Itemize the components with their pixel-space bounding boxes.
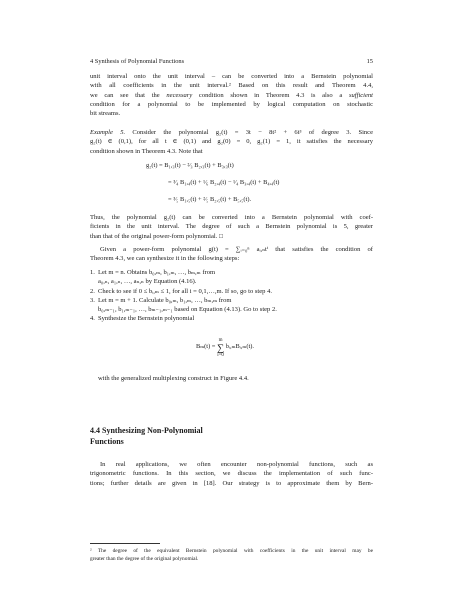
text-line: g₂(t) ∈ (0,1), for all t ∈ (0,1) and g₂(0) = 0, g₂(1) = 1, it satisfies the necessary <box>90 138 373 146</box>
text-line: Given a power-form polynomial g(t) = ∑ᵢ₌₀ⁿ aᵢ,ₙtⁱ that satisfies the condition of <box>100 246 373 253</box>
header-chapter-title: 4 Synthesis of Polynomial Functions <box>90 58 185 65</box>
paragraph-non-polynomial <box>90 460 373 488</box>
running-header <box>90 58 373 65</box>
paragraph-multiplexing <box>90 374 373 383</box>
list-item: 2. Check to see if 0 ≤ bᵢ,ₘ ≤ 1, for all i = 0,1,…,m. If so, go to step 4. <box>90 287 272 295</box>
text-line: condition for a polynomial to be implemented by logical computation on stochastic <box>90 100 373 108</box>
text-line: condition shown in Theorem 4.3. Note that <box>90 147 203 155</box>
example-label: Example 5. <box>90 129 126 136</box>
text-line: unit interval onto the unit interval – can be converted into a Bernstein polynomial <box>90 73 373 80</box>
paragraph-conclusion <box>90 213 373 241</box>
list-item: 3. Let m = m + 1. Calculate b₀,ₘ, b₁,ₘ, …, bₘ,ₘ from b₀,ₘ₋₁, b₁,ₘ₋₁, …, bₘ₋₁,ₘ₋₁ based on Equation (4.13). Go to step 2. <box>90 296 277 314</box>
equation-g2-degree3: g₂(t) = B₁,₃(t) − ²⁄₃ B₂,₃(t) + B₃,₃(t) <box>146 162 234 169</box>
list-item: 4. Synthesize the Bernstein polynomial <box>90 315 195 323</box>
text-line: than that of the original power-form polynomial. □ <box>90 232 223 240</box>
text-line: In real applications, we often encounter non-polynomial functions, such as <box>100 461 373 468</box>
list-item: 1. Let m = n. Obtains b₀,ₘ, b₁,ₘ, …, bₘ,ₘ from a₀,ₙ, a₁,ₙ, …, aₙ,ₙ by Equation (4.16). <box>90 269 216 286</box>
footnote <box>90 548 373 563</box>
equation-g2-degree4: = ³⁄₄ B₁,₄(t) + ¹⁄₆ B₂,₄(t) − ¹⁄₄ B₃,₄(t) + B₄,₄(t) <box>168 179 280 186</box>
equation-g2-degree5: = ³⁄₅ B₁,₅(t) + ²⁄₅ B₂,₅(t) + B₅,₅(t). <box>168 196 252 203</box>
text-line: tions; further details are given in [18]. Our strategy is to approximate them by Bern- <box>90 479 373 487</box>
text-line: we can see that the necessary condition shown in Theorem 4.3 is also a sufficient <box>90 91 373 99</box>
footnote-divider <box>90 543 160 544</box>
page-number: 15 <box>366 58 373 65</box>
equation-bernstein-sum: Bₘ(t) = m ∑ i=0 bᵢ,ₘBᵢ,ₘ(t). <box>196 338 254 358</box>
text-line: bit streams. <box>90 110 121 118</box>
text-line: ficients in the unit interval. The degree of such a Bernstein polynomial is 5, greater <box>90 223 373 231</box>
text-line: Example 5. Consider the polynomial g₂(t) = 3t − 8t² + 6t³ of degree 3. Since <box>90 129 373 136</box>
text-line: with the generalized multiplexing construct in Figure 4.4. <box>98 375 249 382</box>
footnote-line: ² The degree of the equivalent Bernstein polynomial with coefficients in the unit interval may be <box>90 548 373 554</box>
synthesis-steps-list <box>90 268 373 324</box>
example-5 <box>90 128 373 156</box>
text-line: Theorem 4.3, we can synthesize it in the following steps: <box>90 255 240 263</box>
text-line: with all coefficients in the unit interval.² Based on this result and Theorem 4.4, <box>90 82 373 90</box>
paragraph-bernstein-conversion <box>90 72 373 118</box>
text-line: Thus, the polynomial g₂(t) can be converted into a Bernstein polynomial with coef- <box>90 214 373 221</box>
paragraph-synthesis-intro <box>90 245 373 264</box>
footnote-line: greater than the degree of the original polynomial. <box>90 555 199 562</box>
text-line: trigonometric functions. In this section, we discuss the implementation of such func- <box>90 470 373 478</box>
section-heading: 4.4 Synthesizing Non-Polynomial Functions <box>90 426 203 446</box>
